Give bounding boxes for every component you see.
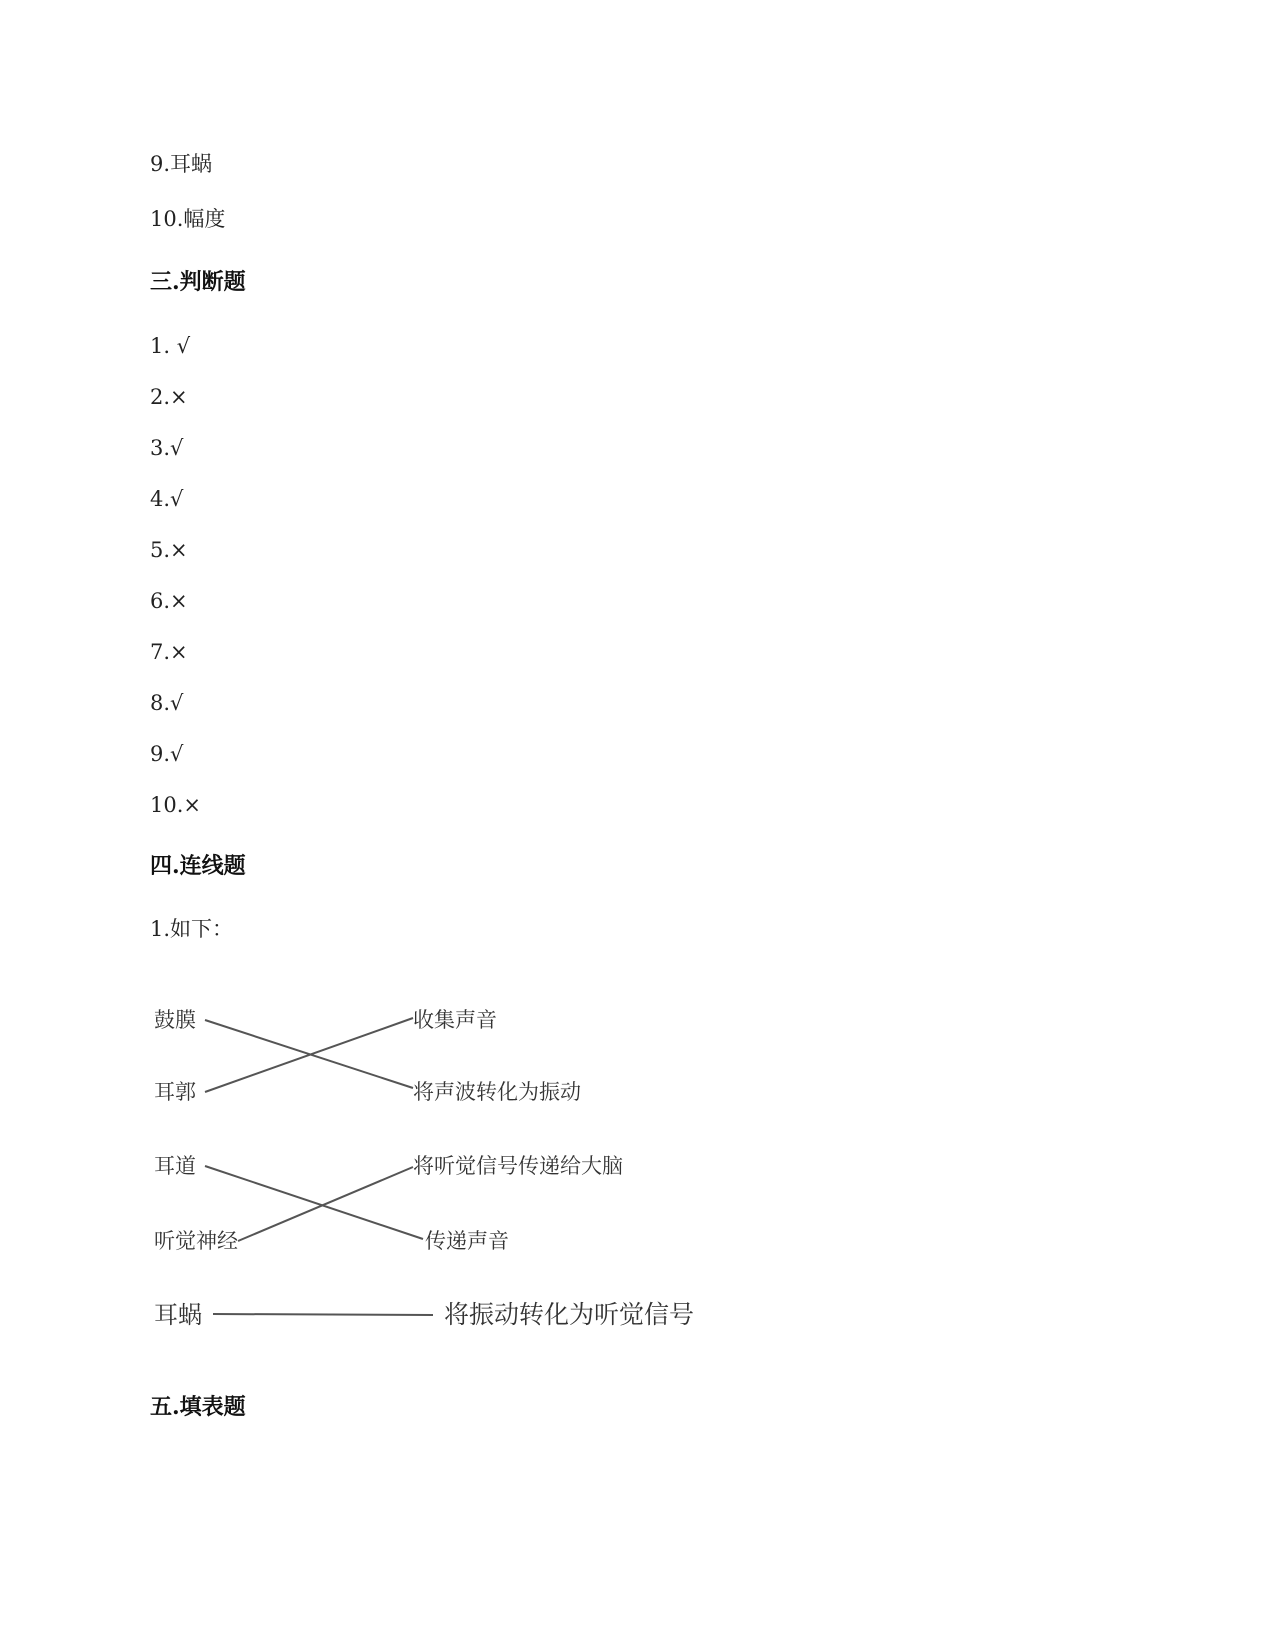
answer-line: 10.幅度 [150, 207, 226, 231]
left-item: 耳郭 [154, 1080, 196, 1104]
answer-line: 6.× [150, 589, 188, 613]
connection-line [205, 1018, 413, 1092]
answer-line: 8.√ [150, 691, 184, 715]
answer-line: 1. √ [150, 334, 191, 358]
left-item: 耳道 [154, 1154, 196, 1178]
answer-line: 7.× [150, 640, 188, 664]
answer-line: 2.× [150, 385, 188, 409]
answer-line: 9.√ [150, 742, 184, 766]
section-heading: 三.判断题 [150, 269, 246, 295]
answer-line: 10.× [150, 793, 201, 817]
right-item: 收集声音 [413, 1008, 497, 1032]
left-item: 耳蜗 [154, 1301, 202, 1329]
answer-line: 9.耳蜗 [150, 152, 213, 176]
right-item: 将听觉信号传递给大脑 [413, 1154, 623, 1178]
section-heading: 五.填表题 [150, 1394, 246, 1420]
connection-line [213, 1314, 433, 1315]
answer-line: 3.√ [150, 436, 184, 460]
answer-line: 4.√ [150, 487, 184, 511]
right-item: 将振动转化为听觉信号 [444, 1300, 695, 1329]
answer-line: 1.如下： [150, 917, 234, 941]
left-item: 听觉神经 [154, 1229, 238, 1253]
connection-line [238, 1167, 413, 1241]
left-item: 鼓膜 [154, 1008, 196, 1032]
right-item: 将声波转化为振动 [413, 1080, 581, 1104]
section-heading: 四.连线题 [150, 853, 246, 879]
answer-line: 5.× [150, 538, 188, 562]
right-item: 传递声音 [425, 1229, 509, 1253]
